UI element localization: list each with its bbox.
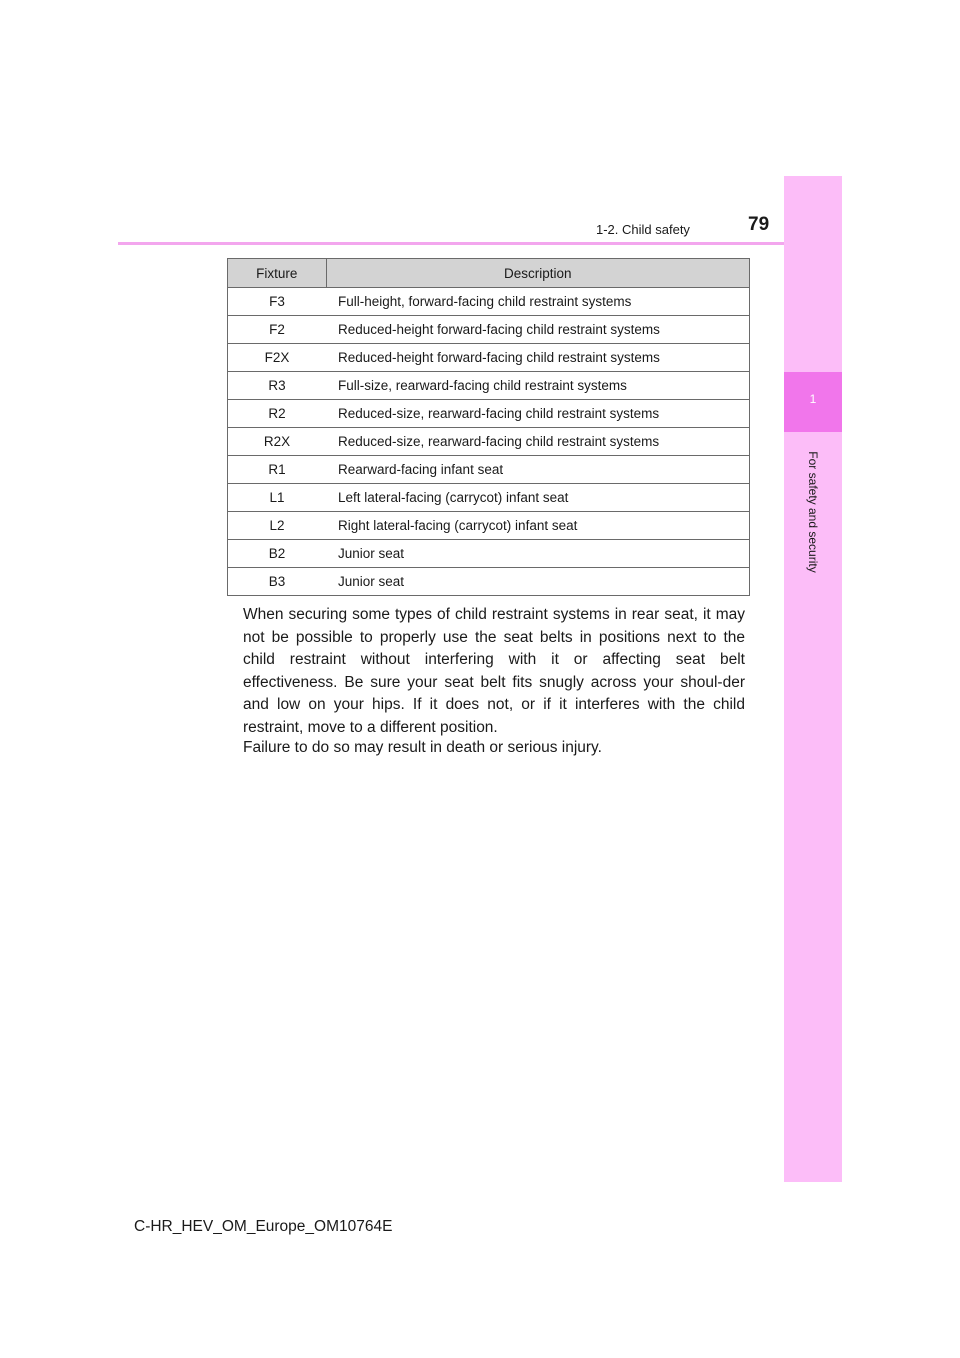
section-title: 1-2. Child safety: [596, 222, 690, 237]
fixture-description: Junior seat: [326, 540, 750, 568]
fixture-description: Reduced-height forward-facing child restraint systems: [326, 316, 750, 344]
column-header-fixture: Fixture: [228, 259, 327, 288]
fixture-description: Reduced-size, rearward-facing child restraint systems: [326, 400, 750, 428]
fixture-code: R3: [228, 372, 327, 400]
fixture-code: F2X: [228, 344, 327, 372]
warning-consequence: Failure to do so may result in death or serious injury.: [243, 739, 602, 756]
fixture-description: Reduced-height forward-facing child restraint systems: [326, 344, 750, 372]
table-row: [228, 568, 750, 596]
table-row: [228, 400, 750, 428]
fixture-code: R2X: [228, 428, 327, 456]
fixture-description: Full-size, rearward-facing child restraint systems: [326, 372, 750, 400]
table-row: [228, 288, 750, 316]
table-row: [228, 344, 750, 372]
fixture-description: Junior seat: [326, 568, 750, 596]
table-row: [228, 316, 750, 344]
fixture-code: B3: [228, 568, 327, 596]
fixture-description: Full-height, forward-facing child restraint systems: [326, 288, 750, 316]
table-row: [228, 512, 750, 540]
fixture-code: F2: [228, 316, 327, 344]
document-id: C-HR_HEV_OM_Europe_OM10764E: [134, 1218, 393, 1235]
table-row: [228, 428, 750, 456]
table-row: [228, 540, 750, 568]
fixture-table: [227, 258, 750, 596]
column-header-description: Description: [326, 259, 750, 288]
fixture-code: F3: [228, 288, 327, 316]
chapter-number: 1: [809, 392, 817, 406]
fixture-code: L1: [228, 484, 327, 512]
fixture-code: R1: [228, 456, 327, 484]
fixture-code: R2: [228, 400, 327, 428]
fixture-code: B2: [228, 540, 327, 568]
fixture-description: Rearward-facing infant seat: [326, 456, 750, 484]
fixture-description: Reduced-size, rearward-facing child restraint systems: [326, 428, 750, 456]
fixture-code: L2: [228, 512, 327, 540]
table-row: [228, 372, 750, 400]
header-rule: [118, 242, 842, 245]
fixture-description: Left lateral-facing (carrycot) infant seat: [326, 484, 750, 512]
table-row: [228, 484, 750, 512]
chapter-title-text: For safety and security: [806, 451, 820, 573]
chapter-side-tab[interactable]: [784, 176, 842, 1182]
page-number: 79: [748, 214, 770, 235]
warning-paragraph: When securing some types of child restraint systems in rear seat, it may not be possible to properly use the seat belts in positions next to the child restraint without interfering with it or affecting seat belt effectiveness. Be sure your seat belt fits snugly across your shoul-der and low on your hips. If it does not, or if it interferes with the child restraint, move to a different position.: [243, 606, 745, 736]
table-header-row: [228, 259, 750, 288]
fixture-description: Right lateral-facing (carrycot) infant seat: [326, 512, 750, 540]
table-row: [228, 456, 750, 484]
